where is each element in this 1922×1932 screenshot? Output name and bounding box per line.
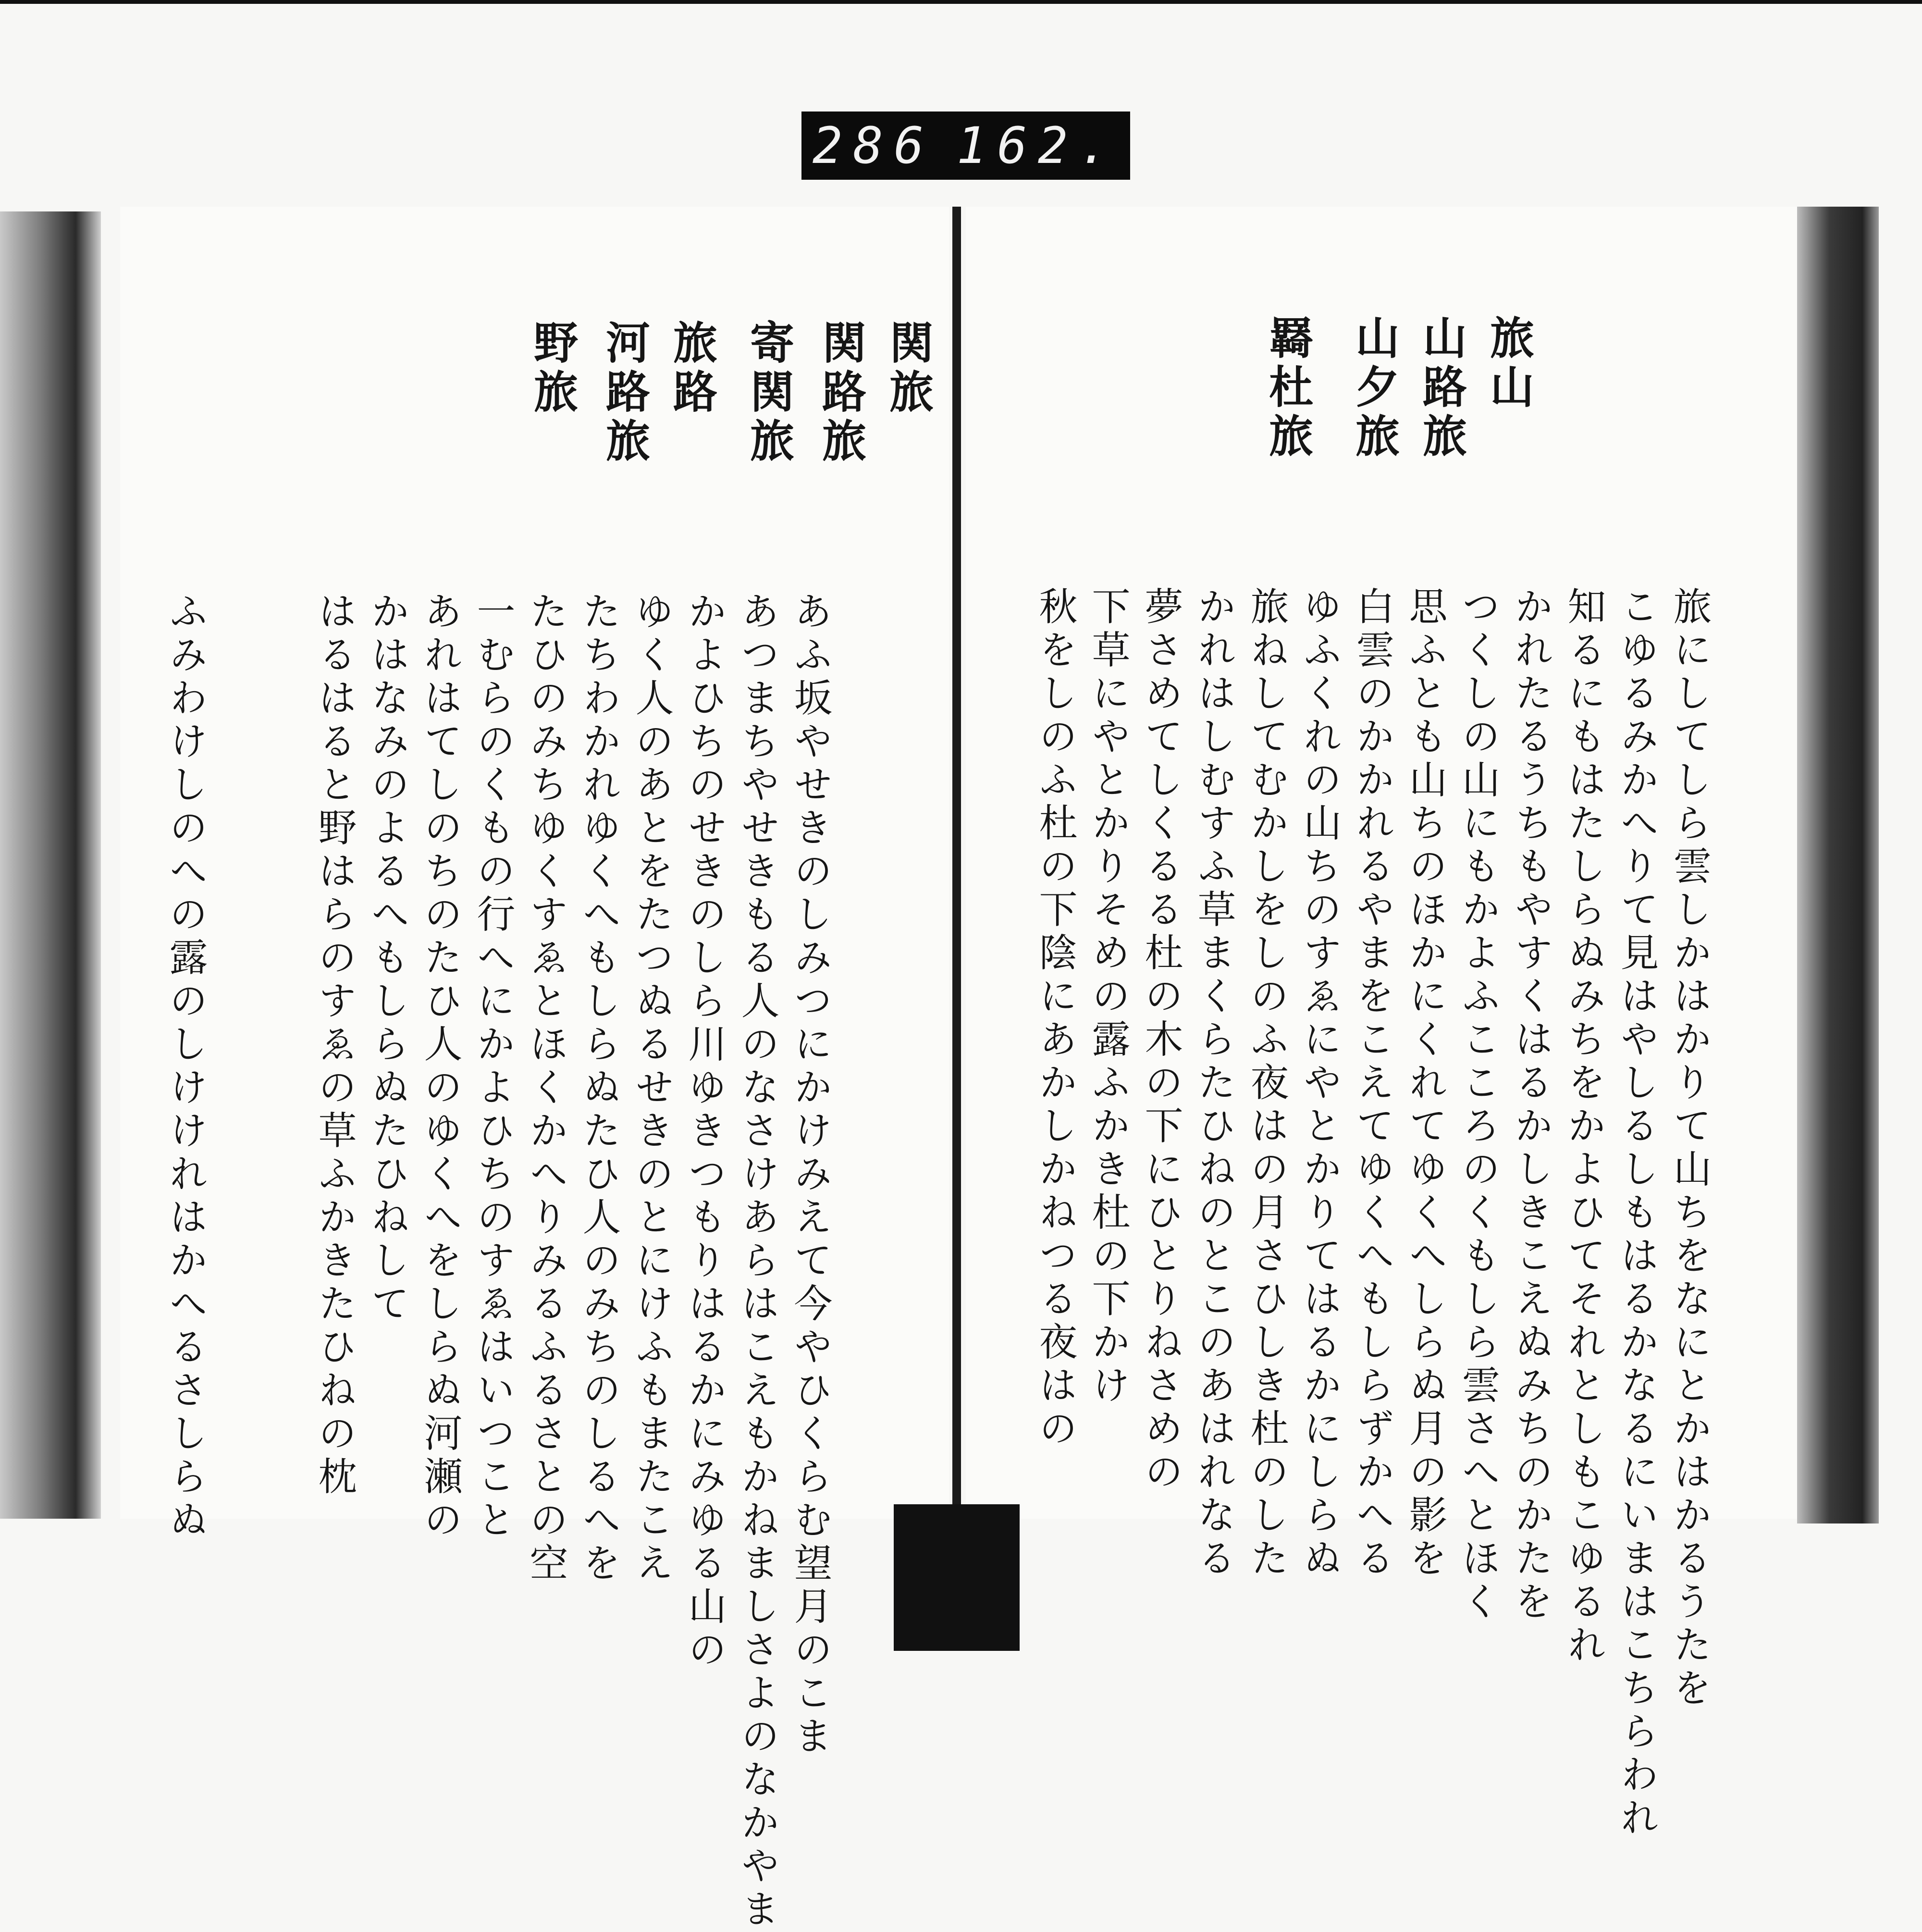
poem-line: 夢さめてしくるる杜の木の下にひとりねさめの	[1138, 586, 1183, 1495]
poem-line: 旅ねしてむかしをしのふ夜はの月さひしき杜のした	[1244, 586, 1289, 1581]
poem-line: 白雲のかかれるやまをこえてゆくへもしらずかへる	[1350, 586, 1394, 1581]
poem-line: たちわかれゆくへもしらぬたひ人のみちのしるへを	[576, 591, 621, 1586]
heading: 関路旅	[815, 320, 867, 467]
poem-line: こゆるみかへりて見はやしるしもはるかなるにいまはこちらわれ	[1614, 586, 1659, 1841]
heading: 野旅	[527, 320, 579, 418]
poem-line: 秋をしのふ杜の下陰にあかしかねつる夜はの	[1033, 586, 1077, 1451]
book-fore-edge-right	[1797, 207, 1879, 1523]
poem-line: 一むらのくもの行へにかよひちのすゑはいつこと	[470, 591, 515, 1543]
heading: 旅山	[1483, 315, 1535, 413]
right-page	[966, 207, 1797, 1841]
book-spine	[894, 1504, 1020, 1651]
left-page	[120, 207, 949, 1932]
poem-line: たひのみちゆくすゑとほくかへりみるふるさとの空	[523, 591, 568, 1586]
heading: 寄関旅	[743, 320, 795, 467]
poem-line: かれはしむすふ草まくらたひねのとこのあはれなる	[1191, 586, 1236, 1581]
poem-line: あふ坂やせきのしみつにかけみえて今やひくらむ望月のこま	[788, 591, 832, 1759]
heading: 旅路	[666, 320, 718, 418]
heading: 羇杜旅	[1262, 315, 1314, 462]
heading: 関旅	[882, 320, 934, 418]
poem-line: かれたるうちもやすくはるかしきこえぬみちのかたを	[1508, 586, 1553, 1624]
page-number-right: 162.	[956, 116, 1120, 175]
heading: 山路旅	[1416, 315, 1467, 462]
book-fore-edge-left	[0, 211, 101, 1519]
poem-line: ふみわけしのへの露のしけけれはかへるさしらぬ	[163, 591, 208, 1543]
poem-line: あつまちやせきもる人のなさけあらはこえもかねましさよのなかやま	[735, 591, 779, 1932]
page-number-left: 286	[812, 116, 935, 175]
heading: 山夕旅	[1348, 315, 1400, 462]
poem-line: かはなみのよるへもしらぬたひねして	[365, 591, 409, 1326]
poem-line: かよひちのせきのしら川ゆきつもりはるかにみゆる山の	[682, 591, 727, 1672]
poem-line: あれはてしのちのたひ人のゆくへをしらぬ河瀬の	[418, 591, 462, 1543]
poem-line: ゆふくれの山ちのすゑにやとかりてはるかにしらぬ	[1297, 586, 1342, 1581]
page-number-strip	[801, 111, 1130, 180]
poem-line: 下草にやとかりそめの露ふかき杜の下かけ	[1085, 586, 1130, 1408]
poem-line: 思ふとも山ちのほかにくれてゆくへしらぬ月の影を	[1403, 586, 1447, 1581]
poem-line: はるはると野はらのすゑの草ふかきたひねの枕	[312, 591, 357, 1499]
book-gutter	[952, 207, 961, 1519]
poem-line: ゆく人のあとをたつぬるせきのとにけふもまたこえ	[629, 591, 674, 1586]
heading: 河路旅	[599, 320, 651, 467]
poem-line: 知るにもはたしらぬみちをかよひてそれとしもこゆるれ	[1561, 586, 1606, 1668]
poem-line: つくしの山にもかよふこころのくもしら雲さへとほく	[1455, 586, 1500, 1624]
top-rule	[0, 0, 1922, 4]
poem-line: 旅にしてしら雲しかはかりて山ちをなにとかはかるうたを	[1667, 586, 1712, 1711]
